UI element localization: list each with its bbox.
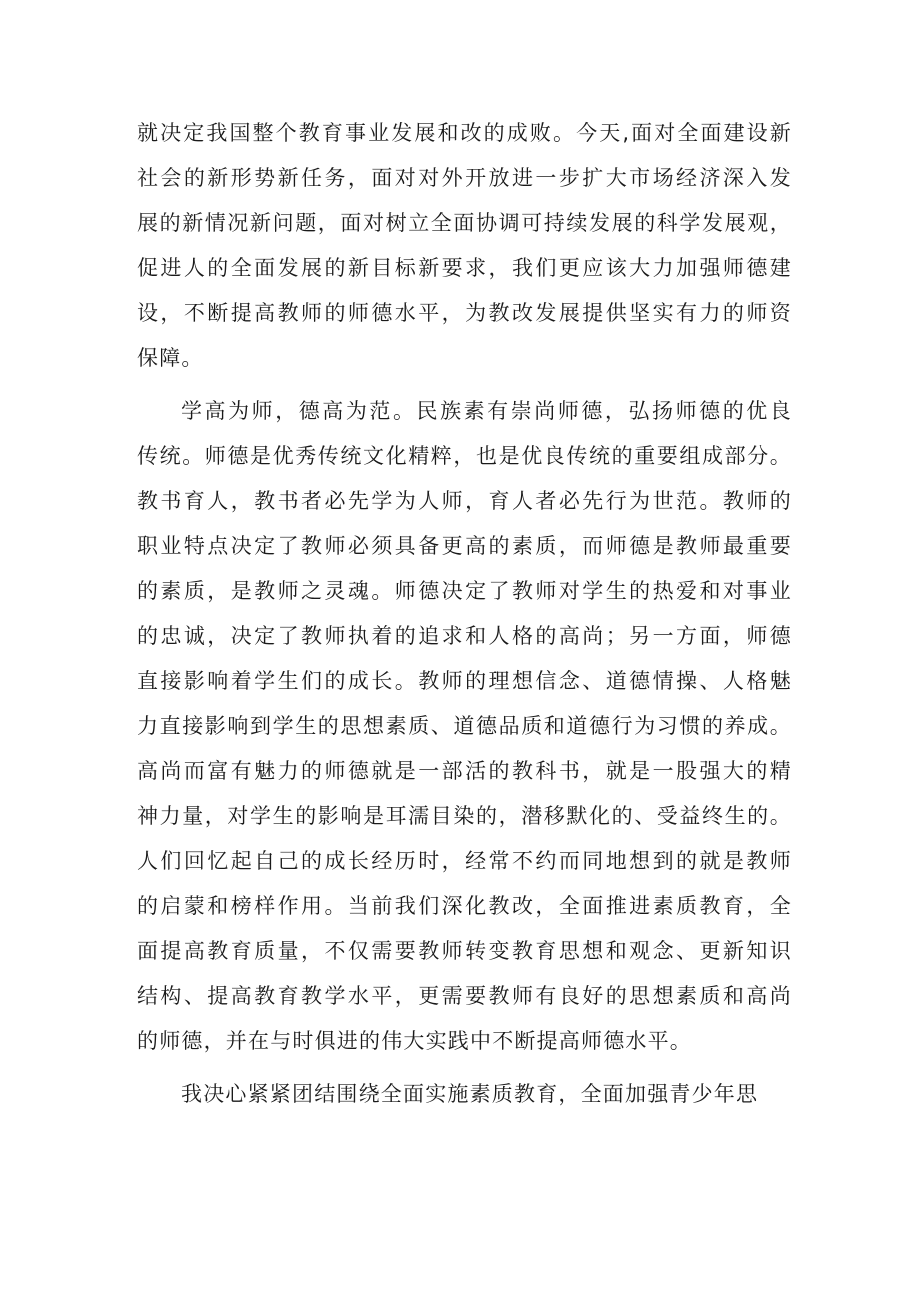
text-line: 人们回忆起自己的成长经历时，经常不约而同地想到的就是教师 [137, 849, 792, 873]
text-line: 学高为师，德高为范。民族素有崇尚师德，弘扬师德的优良 [181, 399, 792, 423]
paragraph-gap [137, 1064, 792, 1072]
text-line: 结构、提高教育教学水平，更需要教师有良好的思想素质和高尚 [137, 984, 792, 1008]
paragraph [137, 1072, 792, 1117]
text-line: 力直接影响到学生的思想素质、道德品质和道德行为习惯的养成。 [137, 714, 792, 738]
text-line: 就决定我国整个教育事业发展和改的成败。今天,面对全面建设新 [137, 121, 792, 145]
text-line: 展的新情况新问题，面对树立全面协调可持续发展的科学发展观， [137, 211, 792, 235]
paragraph [137, 389, 792, 1064]
text-line: 我决心紧紧团结围绕全面实施素质教育，全面加强青少年思 [181, 1082, 759, 1106]
text-line: 设，不断提高教师的师德水平，为教改发展提供坚实有力的师资 [137, 301, 792, 325]
document-body [137, 111, 792, 1117]
text-line: 职业特点决定了教师必须具备更高的素质，而师德是教师最重要 [137, 534, 792, 558]
paragraph [137, 111, 792, 381]
text-line: 教书育人，教书者必先学为人师，育人者必先行为世范。教师的 [137, 489, 792, 513]
text-line: 促进人的全面发展的新目标新要求，我们更应该大力加强师德建 [137, 256, 792, 280]
text-line: 社会的新形势新任务，面对对外开放进一步扩大市场经济深入发 [137, 166, 792, 190]
text-line: 的素质，是教师之灵魂。师德决定了教师对学生的热爱和对事业 [137, 579, 792, 603]
text-line: 保障。 [137, 346, 204, 370]
text-line: 的忠诚，决定了教师执着的追求和人格的高尚；另一方面，师德 [137, 624, 792, 648]
text-line: 的启蒙和榜样作用。当前我们深化教改，全面推进素质教育，全 [137, 894, 792, 918]
paragraph-gap [137, 381, 792, 389]
text-line: 直接影响着学生们的成长。教师的理想信念、道德情操、人格魅 [137, 669, 792, 693]
text-line: 高尚而富有魅力的师德就是一部活的教科书，就是一股强大的精 [137, 759, 792, 783]
text-line: 面提高教育质量，不仅需要教师转变教育思想和观念、更新知识 [137, 939, 792, 963]
text-line: 的师德，并在与时俱进的伟大实践中不断提高师德水平。 [137, 1029, 692, 1053]
text-line: 传统。师德是优秀传统文化精粹，也是优良传统的重要组成部分。 [137, 444, 792, 468]
text-line: 神力量，对学生的影响是耳濡目染的，潜移默化的、受益终生的。 [137, 804, 792, 828]
